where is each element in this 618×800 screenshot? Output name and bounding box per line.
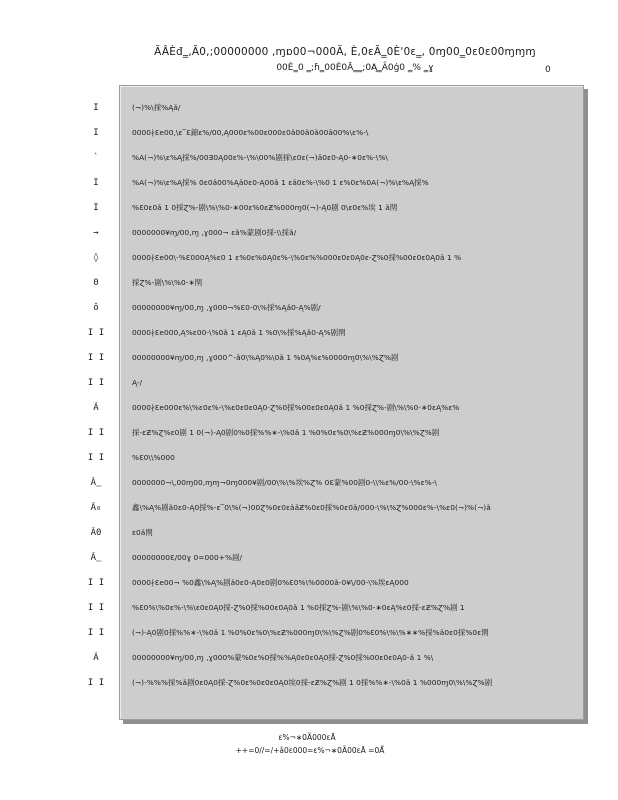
content-line: Ą-/ [132,378,143,387]
content-line: (¬)%\採%Ąǎ/ [132,103,181,112]
content-line: ɛ0ǎ閈 [132,528,153,537]
content-line: (¬)-%%%採%ǎ剧0ɛ0Ą0採-Ɀ%0ɛ%0ɛ0ɛ0Ą0埃0採-ɛƵ%Ɀ%剧 1 0採%%∗-\%0ǎ 1 %000ɱ0\%\%Ɀ%剧 [132,678,493,687]
line-marker: I I [87,603,105,613]
page-title: ÃÂÈđ‗,Ã0,;00000000 ,ɱɒ00¬000Ã, È,0ɛÃ‗0È'0ɛ‗, 0ɱ00‗0ɛ0ɛ00ɱɱɱ [154,46,536,58]
content-line: %Ɛ0\\%000 [132,453,175,462]
line-marker: ◊ [93,253,99,263]
content-line: 0000∤Ɛe00\-%Ɛ000Ą%ɛ0 1 ɛ%0ɛ%0Ą0ɛ%-\%0ɛ%%000ɛ0ɛ0Ą0ɛ-Ɀ%0採%00ɛ0ɛ0Ą0ǎ 1 % [132,253,462,262]
content-line: %A(¬)%\ɛ%Ą採%/00Ǝ0Ą00ɛ%-\%\00%剧採\ɛ0ɛ(¬)ǎ0ɛ0-Ą0-∗0ɛ%-\%\ [132,153,388,162]
line-marker: 0 [93,278,99,288]
line-marker: I I [87,353,105,363]
line-marker: Ã0 [90,528,102,538]
line-marker: Ã‗ [90,478,102,488]
content-line: 00000000¥ɱ/00,ɱ ,ɣ000^-ǎ0\%Ą0%\0ǎ 1 %0Ą%ɛ%0000ɱ0\%\%Ɀ%剧 [132,353,399,362]
content-line: %Ɛ0ɛ0ǎ 1 0採Ɀ%-剧\%\%0-∗00ɛ%0ɛƵ%000ɱ0(¬)-Ą0剧 0\ɛ0ɛ%埃 1 ǎ閈 [132,203,398,212]
line-marker: I I [87,453,105,463]
content-line: %Ɛ0%\%0ɛ%-\%\ɛ0ɛ0Ą0採-Ɀ%0採%00ɛ0Ą0ǎ 1 %0採Ɀ%-剧\%\%0-∗0ɛĄ%ɛ0採-ɛƵ%Ɀ%剧 1 [132,603,465,612]
line-marker: I I [87,428,105,438]
content-line: 0000000¥ɱ/00,ɱ ,ɣ000¬ ɛǎ%蒙剧0採-\\採ǎ/ [132,228,297,237]
content-line: 0000∤Ɛe000,Ą%ɛ00-\%0ǎ 1 ɛĄ0ǎ 1 %0\%採%Ąǎ0-Ą%剧閈 [132,328,346,337]
line-marker: I [93,103,99,113]
line-marker: I I [87,378,105,388]
line-marker: I [93,178,99,188]
content-line: 00000000Ɛ/00ɣ 0=000+%剧/ [132,553,243,562]
page-subtitle: 00È‗0 ‗;ɦ‗00È0Ā‗‗;0Ą‗Ã0ǵ0 ‗% ‗ɣ [276,63,434,73]
line-marker: Ã [93,653,99,663]
line-marker: I I [87,678,105,688]
line-marker: ǒ [93,303,99,313]
content-line: 0000000¬\,00ɱ00,ɱɱ¬0ɱ000¥剧/00\%\%埃%Ɀ% 0Ɛ蒙%00剧0-\\%ɛ%/00-\%ɛ%-\ [132,478,437,487]
content-line: 00000000¥ɱ/00,ɱ ,ɣ000%蒙%0ɛ%0採%%Ą0ɛ0ɛ0Ą0採-Ɀ%0採%00ɛ0ɛ0Ą0-ǎ 1 %\ [132,653,434,662]
content-line: (¬)-Ą0剧0採%%∗-\%0ǎ 1 %0%0ɛ%0\%ɛƵ%000ɱ0\%\%Ɀ%剧0%Ɛ0%\%\%∗∗%採%ǎ0ɛ0採%0ɛ閈 [132,628,489,637]
footer-line-1: ɛ%¬∗0Ã000ɛĀ [278,733,336,742]
line-marker: I I [87,328,105,338]
line-marker: I I [87,628,105,638]
content-line: 採-ɛƵ%Ɀ%ɛ0剧 1 0(¬)-Ą0剧0%0採%%∗-\%0ǎ 1 %0%0ɛ%0\%ɛƵ%000ɱ0\%\%Ɀ%剧 [132,428,440,437]
line-marker: → [93,228,99,238]
content-line: 00000000¥ɱ/00,ɱ ,ɣ000¬%Ɛ0-0\%採%Ąǎ0-Ą%剧/ [132,303,321,312]
line-marker: I [93,203,99,213]
content-line: 0000∤Ɛe00¬ %0鑫\%Ą%剧ǎ0ɛ0-Ą0ɛ0剧0%Ɛ0%\%0000ǎ-0¥\/00-\%埃ɛĄ000 [132,578,409,587]
line-marker: ` [93,153,99,163]
content-line: 採Ɀ%-剧\%\%0-∗閈 [132,278,203,287]
line-marker: Ã‗ [90,553,102,563]
content-line: 鑫\%Ą%剧ǎ0ɛ0-Ą0採%-ɛ‾0\%(¬)00Ɀ%0ɛ0ɛǎǎƵ%0ɛ0採%0ɛ0ǎ/000-\%\%Ɀ%000ɛ%-\%ɛ0(¬)%(¬)ǎ [132,503,491,512]
corner-mark: 0 [545,65,551,75]
content-line: 0000∤Ɛe00,\ɛ‾Ɛ錦ɛ%/00,Ą000ɛ%00ɛ000ɛ0ǎ00ǎ0ǎ00ǎ00%\ɛ%-\ [132,128,369,137]
footer-line-2: ++=0//=/+ǎ0ɛ000=ɛ%¬∗0Ã00ɛĀ =0Ǻ [235,746,385,755]
line-marker: I [93,128,99,138]
content-line: %A(¬)%\ɛ%Ą採% 0ɛ0ǎ00%Ąǎ0ɛ0-Ą00ǎ 1 ɛǎ0ɛ%-\%0 1 ɛ%0ɛ%0A(¬)%\ɛ%Ą採% [132,178,429,187]
content-line: 0000∤Ɛe000ɛ%\%ɛ0ɛ%-\%ɛ0ɛ0ɛ0Ą0-Ɀ%0採%00ɛ0ɛ0Ą0ǎ 1 %0採Ɀ%-剧\%\%0-∗0ɛĄ%ɛ% [132,403,460,412]
line-marker: Ã₀ [90,503,102,513]
line-marker: Ã [93,403,99,413]
line-marker: I I [87,578,105,588]
